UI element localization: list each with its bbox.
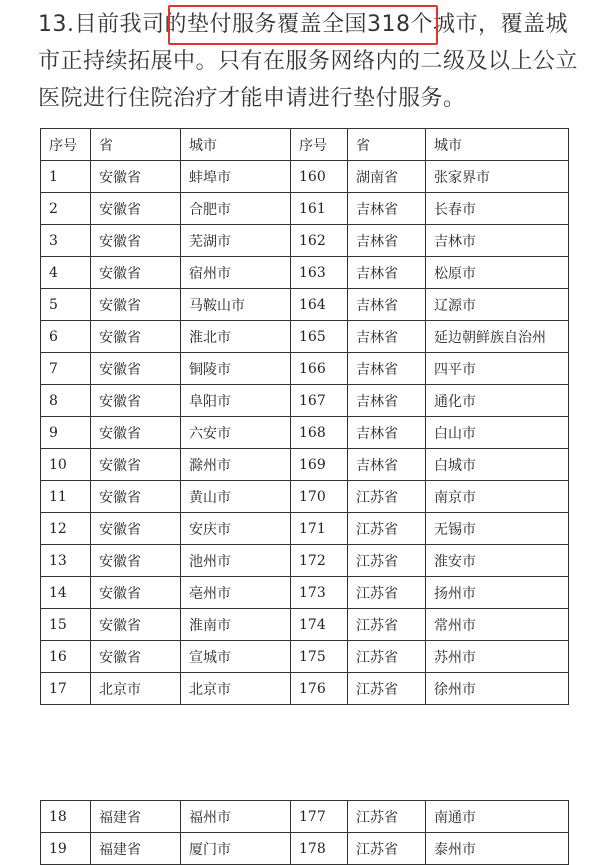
table-row xyxy=(41,609,569,641)
table-cell: 安徽省 xyxy=(91,641,181,673)
table-cell: 吉林省 xyxy=(348,225,426,257)
table-cell: 辽源市 xyxy=(426,289,569,321)
table-cell: 省 xyxy=(91,129,181,161)
table-cell: 池州市 xyxy=(181,545,291,577)
table-row xyxy=(41,289,569,321)
table-cell: 阜阳市 xyxy=(181,385,291,417)
table-cell: 城市 xyxy=(181,129,291,161)
table-cell: 厦门市 xyxy=(181,833,291,865)
table-cell: 泰州市 xyxy=(426,833,569,865)
table-cell: 南通市 xyxy=(426,801,569,833)
table-cell: 163 xyxy=(291,257,348,289)
table-cell: 安徽省 xyxy=(91,289,181,321)
table-cell: 苏州市 xyxy=(426,641,569,673)
table-cell: 扬州市 xyxy=(426,577,569,609)
table-cell: 福建省 xyxy=(91,801,181,833)
table-cell: 5 xyxy=(41,289,91,321)
table-row xyxy=(41,513,569,545)
table-row xyxy=(41,545,569,577)
table-cell: 四平市 xyxy=(426,353,569,385)
table-row xyxy=(41,161,569,193)
table-cell: 安徽省 xyxy=(91,449,181,481)
table-cell: 安庆市 xyxy=(181,513,291,545)
table-cell: 延边朝鲜族自治州 xyxy=(426,321,569,353)
table-cell: 吉林省 xyxy=(348,353,426,385)
table-cell: 宿州市 xyxy=(181,257,291,289)
table-cell: 19 xyxy=(41,833,91,865)
table-cell: 安徽省 xyxy=(91,545,181,577)
table-cell: 白城市 xyxy=(426,449,569,481)
paragraph-suffix: ，覆盖城市正持续拓展中。只有在服务网络内的二级及以上公立医院进行住院治疗才能申请进行垫付服务。 xyxy=(38,12,579,111)
table-cell: 江苏省 xyxy=(348,673,426,705)
table-cell: 6 xyxy=(41,321,91,353)
table-header-row xyxy=(41,129,569,161)
table-cell: 吉林省 xyxy=(348,321,426,353)
table-row xyxy=(41,257,569,289)
table-cell: 吉林省 xyxy=(348,257,426,289)
table-cell: 吉林市 xyxy=(426,225,569,257)
table-cell: 安徽省 xyxy=(91,161,181,193)
table-cell: 合肥市 xyxy=(181,193,291,225)
table-cell: 安徽省 xyxy=(91,353,181,385)
table-cell: 161 xyxy=(291,193,348,225)
city-table-continued xyxy=(40,800,569,865)
table-cell: 7 xyxy=(41,353,91,385)
paragraph-prefix: 13.目前我司的 xyxy=(38,12,187,37)
table-cell: 吉林省 xyxy=(348,193,426,225)
table-cell: 北京市 xyxy=(181,673,291,705)
table-cell: 亳州市 xyxy=(181,577,291,609)
table-cell: 省 xyxy=(348,129,426,161)
table-cell: 安徽省 xyxy=(91,321,181,353)
table-cell: 江苏省 xyxy=(348,641,426,673)
table-cell: 芜湖市 xyxy=(181,225,291,257)
table-cell: 10 xyxy=(41,449,91,481)
table-cell: 168 xyxy=(291,417,348,449)
table-cell: 167 xyxy=(291,385,348,417)
table-cell: 18 xyxy=(41,801,91,833)
table-row xyxy=(41,417,569,449)
table-cell: 177 xyxy=(291,801,348,833)
table-cell: 蚌埠市 xyxy=(181,161,291,193)
table-cell: 淮安市 xyxy=(426,545,569,577)
table-cell: 通化市 xyxy=(426,385,569,417)
table-cell: 16 xyxy=(41,641,91,673)
table-cell: 滁州市 xyxy=(181,449,291,481)
table-cell: 江苏省 xyxy=(348,833,426,865)
table-cell: 安徽省 xyxy=(91,481,181,513)
table-cell: 江苏省 xyxy=(348,545,426,577)
table-cell: 福州市 xyxy=(181,801,291,833)
table-cell: 城市 xyxy=(426,129,569,161)
highlight-box xyxy=(168,5,438,45)
table-cell: 无锡市 xyxy=(426,513,569,545)
table-row xyxy=(41,321,569,353)
table-cell: 序号 xyxy=(291,129,348,161)
table-cell: 安徽省 xyxy=(91,609,181,641)
table-cell: 松原市 xyxy=(426,257,569,289)
table-cell: 17 xyxy=(41,673,91,705)
table-row xyxy=(41,801,569,833)
table-cell: 160 xyxy=(291,161,348,193)
table-row xyxy=(41,353,569,385)
table-cell: 170 xyxy=(291,481,348,513)
table-cell: 马鞍山市 xyxy=(181,289,291,321)
table-row xyxy=(41,385,569,417)
table-cell: 164 xyxy=(291,289,348,321)
table-cell: 江苏省 xyxy=(348,481,426,513)
table-cell: 淮南市 xyxy=(181,609,291,641)
table-cell: 徐州市 xyxy=(426,673,569,705)
table-cell: 8 xyxy=(41,385,91,417)
table-cell: 湖南省 xyxy=(348,161,426,193)
table-cell: 1 xyxy=(41,161,91,193)
table-cell: 长春市 xyxy=(426,193,569,225)
table-row xyxy=(41,641,569,673)
table-cell: 174 xyxy=(291,609,348,641)
table-cell: 3 xyxy=(41,225,91,257)
table-cell: 常州市 xyxy=(426,609,569,641)
table-cell: 北京市 xyxy=(91,673,181,705)
table-cell: 安徽省 xyxy=(91,577,181,609)
table-cell: 15 xyxy=(41,609,91,641)
table-cell: 福建省 xyxy=(91,833,181,865)
table-cell: 安徽省 xyxy=(91,193,181,225)
table-cell: 吉林省 xyxy=(348,385,426,417)
table-row xyxy=(41,481,569,513)
table-cell: 安徽省 xyxy=(91,225,181,257)
table-cell: 安徽省 xyxy=(91,385,181,417)
table-cell: 173 xyxy=(291,577,348,609)
table-cell: 165 xyxy=(291,321,348,353)
table-row xyxy=(41,577,569,609)
table-cell: 张家界市 xyxy=(426,161,569,193)
table-cell: 14 xyxy=(41,577,91,609)
table-cell: 171 xyxy=(291,513,348,545)
table-cell: 铜陵市 xyxy=(181,353,291,385)
table-cell: 11 xyxy=(41,481,91,513)
city-table xyxy=(40,128,569,705)
table-cell: 169 xyxy=(291,449,348,481)
table-row xyxy=(41,225,569,257)
table-cell: 安徽省 xyxy=(91,513,181,545)
table-cell: 9 xyxy=(41,417,91,449)
table-cell: 175 xyxy=(291,641,348,673)
table-cell: 172 xyxy=(291,545,348,577)
table-cell: 白山市 xyxy=(426,417,569,449)
table-cell: 4 xyxy=(41,257,91,289)
table-cell: 江苏省 xyxy=(348,609,426,641)
table-cell: 江苏省 xyxy=(348,513,426,545)
table-cell: 吉林省 xyxy=(348,289,426,321)
table-cell: 黄山市 xyxy=(181,481,291,513)
table-cell: 安徽省 xyxy=(91,417,181,449)
table-cell: 宣城市 xyxy=(181,641,291,673)
table-cell: 安徽省 xyxy=(91,257,181,289)
table-cell: 2 xyxy=(41,193,91,225)
table-row xyxy=(41,449,569,481)
table-cell: 淮北市 xyxy=(181,321,291,353)
table-cell: 162 xyxy=(291,225,348,257)
table-cell: 166 xyxy=(291,353,348,385)
table-cell: 六安市 xyxy=(181,417,291,449)
highlighted-text: 垫付服务覆盖全国318个城市 xyxy=(187,12,478,37)
table-cell: 12 xyxy=(41,513,91,545)
table-cell: 176 xyxy=(291,673,348,705)
table-cell: 江苏省 xyxy=(348,801,426,833)
table-cell: 吉林省 xyxy=(348,449,426,481)
table-cell: 13 xyxy=(41,545,91,577)
table-cell: 吉林省 xyxy=(348,417,426,449)
table-row xyxy=(41,833,569,865)
table-cell: 南京市 xyxy=(426,481,569,513)
table-row xyxy=(41,673,569,705)
table-cell: 178 xyxy=(291,833,348,865)
table-cell: 序号 xyxy=(41,129,91,161)
table-cell: 江苏省 xyxy=(348,577,426,609)
table-row xyxy=(41,193,569,225)
